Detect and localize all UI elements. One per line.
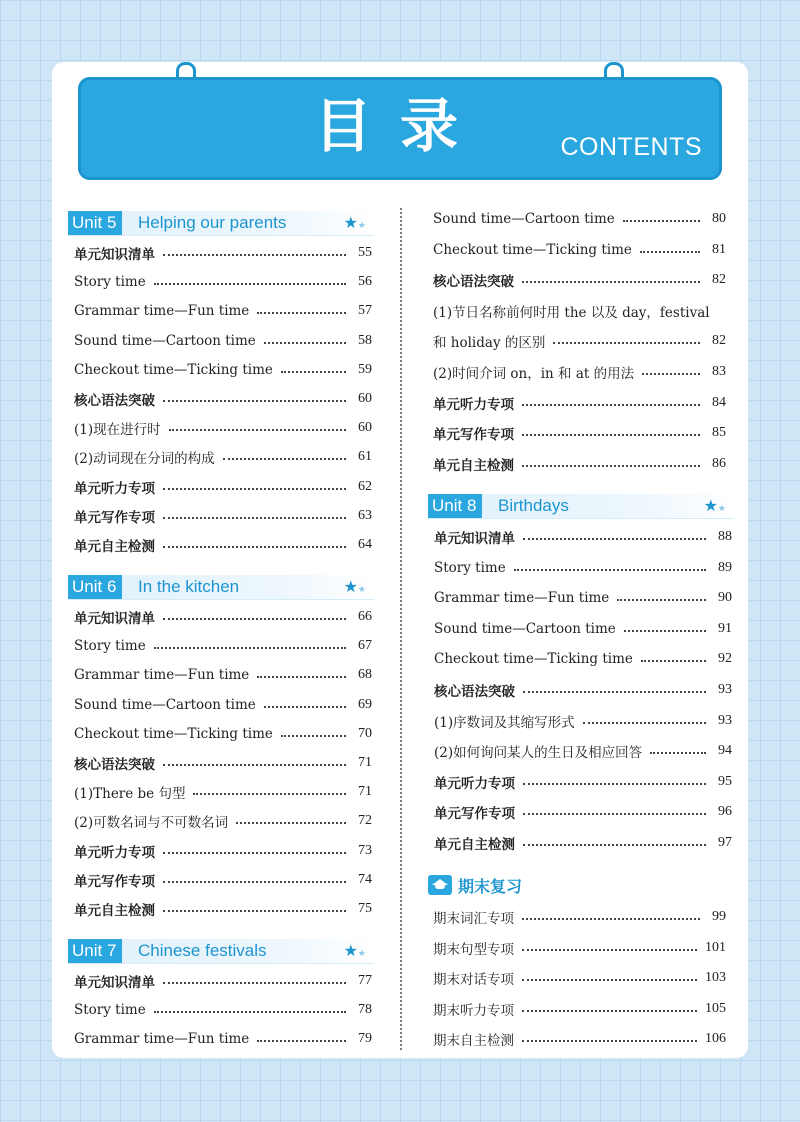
toc-entry-page: 79 <box>358 1031 372 1047</box>
toc-entry[interactable] <box>74 360 372 380</box>
toc-entry[interactable] <box>434 588 732 608</box>
toc-entry[interactable] <box>434 558 732 578</box>
toc-entry-page: 64 <box>358 537 372 552</box>
toc-entry-label: Story time <box>74 274 146 291</box>
toc-entry[interactable] <box>74 1000 372 1020</box>
dot-leader <box>522 918 700 920</box>
dot-leader <box>236 822 346 824</box>
toc-entry-label: (1)序数词及其缩写形式 <box>434 714 575 731</box>
toc-entry-page: 68 <box>358 667 372 683</box>
toc-entry-label: Checkout time—Ticking time <box>434 651 633 668</box>
contents-header <box>78 77 722 180</box>
toc-entry[interactable] <box>434 741 732 761</box>
toc-entry-page: 77 <box>358 973 372 988</box>
dot-leader <box>264 342 346 344</box>
dot-leader <box>522 1040 697 1042</box>
dot-leader <box>523 844 706 846</box>
unit-number: Unit 7 <box>68 939 122 963</box>
toc-entry[interactable] <box>74 899 372 919</box>
toc-entry[interactable] <box>74 607 372 627</box>
toc-entry-page: 82 <box>712 333 726 349</box>
toc-entry-label: Story time <box>74 638 146 655</box>
unit-title: Chinese festivals <box>138 941 267 960</box>
toc-entry-label: Story time <box>74 1002 146 1019</box>
toc-entry-page: 62 <box>358 478 372 494</box>
toc-entry[interactable] <box>433 968 726 988</box>
toc-entry-page: 59 <box>358 361 372 377</box>
toc-entry[interactable] <box>74 841 372 861</box>
dot-leader <box>522 465 700 467</box>
dot-leader <box>163 881 346 883</box>
unit-heading[interactable] <box>428 494 734 519</box>
toc-entry[interactable] <box>433 393 726 413</box>
toc-entry-label: Sound time—Cartoon time <box>74 332 256 349</box>
toc-entry-label: 期末词汇专项 <box>433 911 514 927</box>
unit-number: Unit 5 <box>68 211 122 235</box>
toc-entry-page: 63 <box>358 507 372 523</box>
final-review-heading <box>428 874 728 896</box>
toc-entry[interactable] <box>433 270 726 290</box>
toc-entry-label: Grammar time—Fun time <box>434 590 610 607</box>
toc-entry-page: 106 <box>705 1031 726 1047</box>
star-icon: ★★ <box>343 941 366 960</box>
dot-leader <box>193 793 346 795</box>
page-title: 目录 <box>313 92 486 160</box>
dot-leader <box>264 706 346 708</box>
toc-entry-page: 89 <box>718 559 732 575</box>
toc-entry-page: 72 <box>358 813 372 829</box>
dot-leader <box>257 312 346 314</box>
toc-entry-page: 60 <box>358 420 372 436</box>
toc-entry-page: 83 <box>712 364 726 379</box>
toc-entry[interactable] <box>433 938 726 958</box>
toc-entry-label: (2)可数名词与不可数名词 <box>74 815 229 832</box>
toc-entry[interactable] <box>74 695 372 715</box>
toc-entry-page: 71 <box>358 784 372 800</box>
toc-entry-label: 和 holiday 的区别 <box>433 335 546 352</box>
star-icon: ★★ <box>343 577 366 596</box>
dot-leader <box>640 251 700 253</box>
toc-entry-label: Sound time—Cartoon time <box>433 211 615 227</box>
dot-leader <box>553 342 700 344</box>
star-icon: ★★ <box>703 496 726 515</box>
dot-leader <box>523 538 706 540</box>
toc-entry[interactable] <box>74 724 372 744</box>
toc-entry-label: 单元自主检测 <box>433 457 514 474</box>
dot-leader <box>281 371 346 373</box>
dot-leader <box>617 599 706 601</box>
toc-entry-page: 94 <box>718 743 732 759</box>
toc-entry-label: 单元知识清单 <box>74 975 155 991</box>
toc-entry-label: Grammar time—Fun time <box>74 303 250 320</box>
toc-entry-label: 单元写作专项 <box>74 873 155 890</box>
dot-leader <box>163 910 346 912</box>
dot-leader <box>522 404 700 406</box>
toc-entry-page: 58 <box>358 332 372 348</box>
toc-entry[interactable] <box>434 833 732 853</box>
dot-leader <box>163 618 346 620</box>
toc-entry-page: 105 <box>705 1000 726 1016</box>
dot-leader <box>154 647 346 649</box>
toc-entry[interactable] <box>434 802 732 822</box>
dot-leader <box>523 783 706 785</box>
toc-entry-page: 103 <box>705 970 726 986</box>
toc-entry-page: 96 <box>718 804 732 820</box>
toc-entry[interactable] <box>433 362 726 382</box>
toc-entry[interactable] <box>74 1029 372 1049</box>
toc-entry-label: Sound time—Cartoon time <box>74 696 256 713</box>
unit-title: Birthdays <box>498 496 569 515</box>
dot-leader <box>642 373 700 375</box>
toc-entry-label: 核心语法突破 <box>433 274 514 291</box>
toc-entry-page: 57 <box>358 303 372 319</box>
toc-entry-page: 93 <box>718 712 732 728</box>
toc-entry-page: 55 <box>358 245 372 260</box>
dot-leader <box>522 949 697 951</box>
dot-leader <box>154 1011 346 1013</box>
toc-entry-page: 85 <box>712 425 726 441</box>
dot-leader <box>623 220 700 222</box>
toc-entry[interactable] <box>74 301 372 321</box>
toc-entry-label: Grammar time—Fun time <box>74 1031 250 1048</box>
toc-entry-page: 101 <box>705 939 726 955</box>
toc-entry-label: (2)如何询问某人的生日及相应回答 <box>434 745 643 762</box>
toc-entry-label: 核心语法突破 <box>74 757 155 773</box>
toc-entry-label: 单元自主检测 <box>434 837 515 853</box>
toc-entry-label: 单元自主检测 <box>74 903 155 919</box>
toc-entry[interactable] <box>434 649 732 669</box>
toc-entry-page: 61 <box>358 449 372 465</box>
toc-entry-page: 82 <box>712 272 726 288</box>
graduation-cap-icon <box>428 875 452 895</box>
toc-entry[interactable] <box>433 907 726 927</box>
unit-number: Unit 8 <box>428 494 482 518</box>
toc-entry-page: 74 <box>358 871 372 887</box>
toc-entry[interactable] <box>433 301 726 321</box>
toc-entry-label: Story time <box>434 559 506 576</box>
column-divider <box>400 208 402 1050</box>
dot-leader <box>163 546 346 548</box>
toc-entry-page: 90 <box>718 590 732 606</box>
toc-entry-label: Checkout time—Ticking time <box>433 241 632 258</box>
toc-entry-page: 69 <box>358 696 372 712</box>
toc-entry-page: 67 <box>358 638 372 654</box>
toc-entry-label: (1)There be 句型 <box>74 786 186 803</box>
toc-entry[interactable] <box>74 870 372 890</box>
toc-entry-label: 单元听力专项 <box>434 775 515 792</box>
toc-entry[interactable] <box>74 753 372 773</box>
toc-entry-page: 92 <box>718 651 732 667</box>
toc-entry-page: 88 <box>718 529 732 544</box>
dot-leader <box>583 722 706 724</box>
dot-leader <box>163 400 346 402</box>
toc-entry-label: 单元写作专项 <box>74 509 155 526</box>
dot-leader <box>163 517 346 519</box>
toc-entry[interactable] <box>74 243 372 263</box>
toc-entry[interactable] <box>74 782 372 802</box>
toc-entry[interactable] <box>74 331 372 351</box>
toc-entry[interactable] <box>433 423 726 443</box>
toc-entry[interactable] <box>434 772 732 792</box>
dot-leader <box>522 281 700 283</box>
toc-entry-label: 核心语法突破 <box>74 393 155 409</box>
toc-entry-label: 期末句型专项 <box>433 941 514 958</box>
dot-leader <box>522 1010 697 1012</box>
toc-entry-label: 单元知识清单 <box>74 247 155 263</box>
toc-entry[interactable] <box>433 209 726 229</box>
toc-entry-page: 70 <box>358 725 372 741</box>
dot-leader <box>522 434 700 436</box>
toc-entry[interactable] <box>74 389 372 409</box>
dot-leader <box>650 752 706 754</box>
dot-leader <box>163 982 346 984</box>
toc-entry-label: 期末对话专项 <box>433 972 514 989</box>
toc-entry[interactable] <box>433 1029 726 1049</box>
dot-leader <box>163 764 346 766</box>
toc-entry-page: 56 <box>358 274 372 290</box>
toc-entry[interactable] <box>433 454 726 474</box>
toc-entry[interactable] <box>434 711 732 731</box>
unit-title: In the kitchen <box>138 577 240 596</box>
toc-entry-label: 单元知识清单 <box>434 531 515 547</box>
toc-entry-label: (2)动词现在分词的构成 <box>74 451 215 468</box>
toc-entry-page: 71 <box>358 755 372 770</box>
dot-leader <box>514 569 706 571</box>
toc-entry[interactable] <box>74 665 372 685</box>
toc-entry-label: 核心语法突破 <box>434 684 515 700</box>
toc-entry[interactable] <box>74 535 372 555</box>
toc-entry-label: (2)时间介词 on，in 和 at 的用法 <box>433 366 635 382</box>
unit-heading[interactable] <box>68 575 374 600</box>
toc-entry-page: 60 <box>358 391 372 406</box>
toc-entry-label: 单元听力专项 <box>74 480 155 497</box>
toc-entry-page: 84 <box>712 394 726 410</box>
toc-entry[interactable] <box>74 506 372 526</box>
toc-entry-page: 75 <box>358 901 372 916</box>
dot-leader <box>523 813 706 815</box>
toc-entry[interactable] <box>433 240 726 260</box>
toc-entry[interactable] <box>74 418 372 438</box>
toc-entry-label: Grammar time—Fun time <box>74 667 250 684</box>
toc-entry[interactable] <box>433 999 726 1019</box>
toc-entry-page: 95 <box>718 773 732 789</box>
dot-leader <box>257 676 346 678</box>
dot-leader <box>169 429 346 431</box>
toc-entry[interactable] <box>74 477 372 497</box>
toc-entry-page: 97 <box>718 835 732 850</box>
toc-entry[interactable] <box>434 680 732 700</box>
toc-entry-page: 86 <box>712 455 726 471</box>
toc-entry-label: Checkout time—Ticking time <box>74 361 273 378</box>
dot-leader <box>163 488 346 490</box>
dot-leader <box>624 630 706 632</box>
dot-leader <box>641 660 706 662</box>
toc-entry-label: (1)现在进行时 <box>74 422 161 439</box>
toc-entry-label: 单元知识清单 <box>74 611 155 627</box>
dot-leader <box>257 1040 346 1042</box>
toc-entry-label: 单元听力专项 <box>433 396 514 413</box>
toc-entry[interactable] <box>74 636 372 656</box>
unit-number: Unit 6 <box>68 575 122 599</box>
final-review-title: 期末复习 <box>458 876 523 896</box>
dot-leader <box>281 735 346 737</box>
toc-entry-page: 91 <box>718 620 732 636</box>
star-icon: ★★ <box>343 213 366 232</box>
dot-leader <box>523 691 706 693</box>
toc-entry-label: (1)节日名称前何时用 the 以及 day，festival <box>433 304 710 321</box>
toc-entry[interactable] <box>74 272 372 292</box>
toc-entry-label: 单元听力专项 <box>74 844 155 861</box>
toc-entry-page: 66 <box>358 609 372 624</box>
toc-entry-page: 99 <box>712 909 726 924</box>
dot-leader <box>522 979 697 981</box>
unit-heading[interactable] <box>68 939 374 964</box>
toc-entry-label: 单元写作专项 <box>433 427 514 444</box>
toc-entry[interactable] <box>433 331 726 351</box>
toc-entry-page: 73 <box>358 842 372 858</box>
toc-entry[interactable] <box>434 619 732 639</box>
dot-leader <box>163 254 346 256</box>
toc-entry-label: 期末听力专项 <box>433 1002 514 1019</box>
toc-entry[interactable] <box>74 971 372 991</box>
page-subtitle: CONTENTS <box>560 133 702 161</box>
unit-title: Helping our parents <box>138 213 287 232</box>
toc-entry-label: Checkout time—Ticking time <box>74 725 273 742</box>
toc-entry-label: Sound time—Cartoon time <box>434 620 616 637</box>
dot-leader <box>163 852 346 854</box>
toc-entry-label: 单元自主检测 <box>74 539 155 555</box>
toc-entry-page: 81 <box>712 241 726 257</box>
toc-entry-page: 80 <box>712 211 726 226</box>
toc-entry-label: 期末自主检测 <box>433 1033 514 1050</box>
toc-entry[interactable] <box>74 447 372 467</box>
toc-entry[interactable] <box>74 811 372 831</box>
toc-entry[interactable] <box>434 527 732 547</box>
toc-entry-page: 93 <box>718 682 732 697</box>
dot-leader <box>223 458 346 460</box>
dot-leader <box>154 283 346 285</box>
unit-heading[interactable] <box>68 211 374 236</box>
toc-entry-label: 单元写作专项 <box>434 806 515 823</box>
toc-entry-page: 78 <box>358 1002 372 1018</box>
